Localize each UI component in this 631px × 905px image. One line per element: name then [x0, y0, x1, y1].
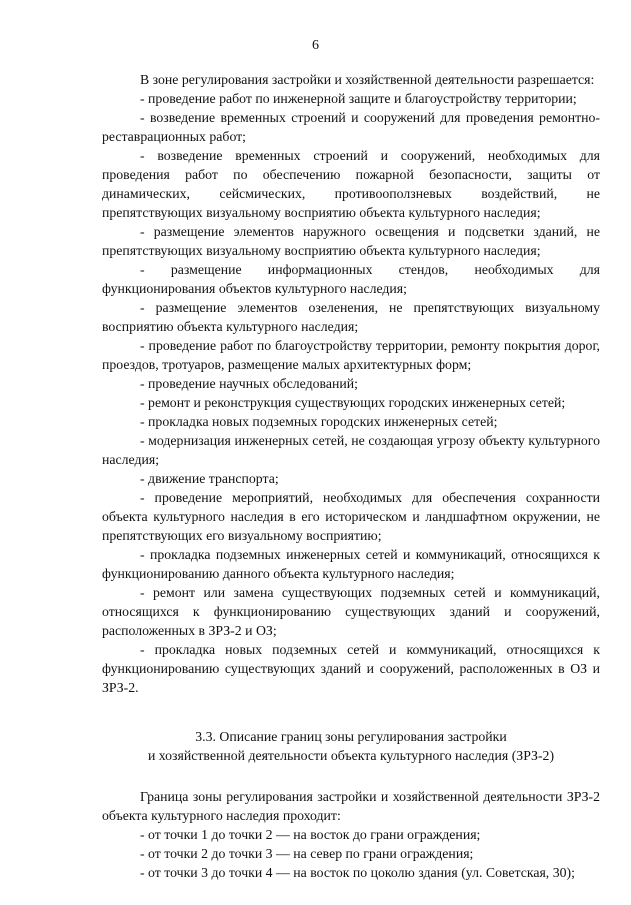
- section-heading: [102, 727, 600, 765]
- section-intro-paragraph: В зоне регулирования застройки и хозяйственной деятельности разрешается:: [140, 72, 595, 87]
- list-item: - от точки 3 до точки 4 — на восток по цоколю здания (ул. Советская, 30);: [140, 865, 575, 880]
- list-item: - размещение элементов озеленения, не препятствующих визуальному восприятию объекта культурного наследия;: [102, 300, 600, 334]
- list-item: - проведение мероприятий, необходимых для обеспечения сохранности объекта культурного наследия в его историческом и ландшафтном окружении, не препятствующих его визуальному восприятию;: [102, 490, 600, 543]
- spacer: [102, 765, 600, 787]
- list-item: - от точки 2 до точки 3 — на север по грани ограждения;: [140, 846, 474, 861]
- list-item: - проведение научных обследований;: [140, 376, 358, 391]
- list-item: - ремонт и реконструкция существующих городских инженерных сетей;: [140, 395, 566, 410]
- list-item: - проведение работ по благоустройству территории, ремонту покрытия дорог, проездов, тротуаров, размещение малых архитектурных форм;: [102, 338, 600, 372]
- list-item: - возведение временных строений и сооружений для проведения ремонтно-реставрационных работ;: [102, 110, 600, 144]
- list-item: - прокладка новых подземных городских инженерных сетей;: [140, 414, 498, 429]
- list-item: - размещение элементов наружного освещения и подсветки зданий, не препятствующих визуальному восприятию объекта культурного наследия;: [102, 224, 600, 258]
- document-body: [102, 70, 600, 882]
- section-heading-line: и хозяйственной деятельности объекта культурного наследия (ЗРЗ-2): [147, 748, 555, 763]
- list-item: - модернизация инженерных сетей, не создающая угрозу объекту культурного наследия;: [102, 433, 600, 467]
- list-item: - от точки 1 до точки 2 — на восток до грани ограждения;: [140, 827, 481, 842]
- list-item: - движение транспорта;: [140, 471, 279, 486]
- section-heading-line: 3.3. Описание границ зоны регулирования застройки: [195, 729, 507, 744]
- list-item: - прокладка подземных инженерных сетей и коммуникаций, относящихся к функционированию данного объекта культурного наследия;: [102, 547, 600, 581]
- list-item: - прокладка новых подземных сетей и коммуникаций, относящихся к функционированию существующих зданий и сооружений, расположенных в ОЗ и ЗРЗ-2.: [102, 642, 600, 695]
- page-number: 6: [312, 38, 319, 53]
- list-item: - размещение информационных стендов, необходимых для функционирования объектов культурного наследия;: [102, 262, 600, 296]
- list-item: - возведение временных строений и сооружений, необходимых для проведения работ по обеспечению пожарной безопасности, защиты от динамических, сейсмических, противооползневых воздействий, не препятствующих визуальному восприятию объекта культурного наследия;: [102, 148, 600, 220]
- list-item: - ремонт или замена существующих подземных сетей и коммуникаций, относящихся к функционированию существующих зданий и сооружений, расположенных в ЗРЗ-2 и ОЗ;: [102, 585, 600, 638]
- list-item: - проведение работ по инженерной защите и благоустройству территории;: [140, 91, 577, 106]
- section-intro-paragraph: Граница зоны регулирования застройки и хозяйственной деятельности ЗРЗ-2 объекта культурного наследия проходит:: [102, 789, 600, 823]
